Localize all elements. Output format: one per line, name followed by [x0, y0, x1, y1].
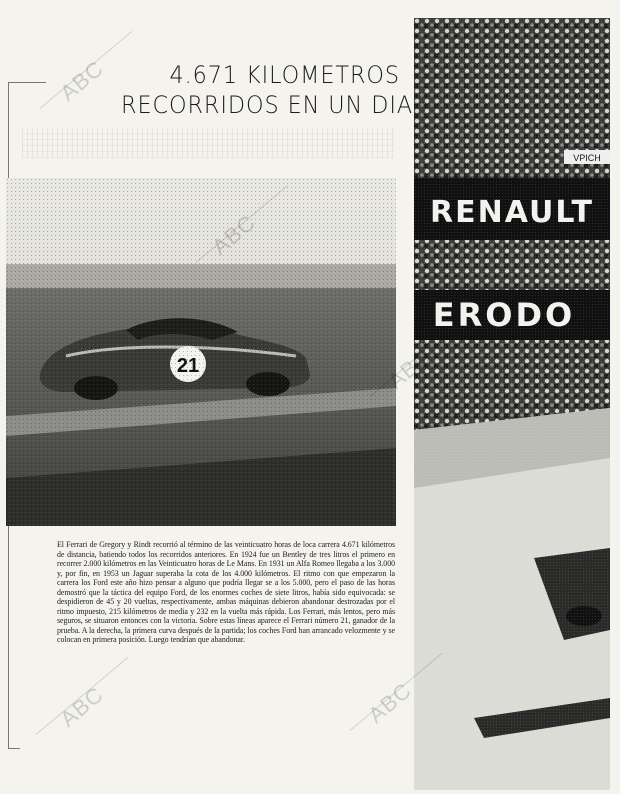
page-border-rule-top	[8, 82, 46, 83]
title-line-2: RECORRIDOS EN UN DIA	[121, 91, 414, 119]
watermark-text: ABC	[55, 681, 109, 732]
print-noise	[22, 128, 394, 158]
page-border-rule-bottom	[8, 748, 20, 749]
article-body	[57, 540, 395, 645]
crowd-photo	[414, 18, 610, 790]
crowd-photo-graphic	[414, 18, 610, 790]
watermark-line	[36, 657, 129, 735]
watermark-text: ABC	[383, 343, 437, 394]
title-line-1: 4.671 KILOMETROS	[169, 61, 400, 89]
watermark-text: ABC	[363, 677, 417, 728]
race-car-photo	[6, 178, 396, 526]
watermark-text: ABC	[55, 55, 109, 106]
article-title	[100, 60, 414, 120]
race-car-photo-graphic	[6, 178, 396, 526]
article-paragraph: El Ferrari de Gregory y Rindt recorrió al término de las veinticuatro horas de loca carrera 4.671 kilómetros de distancia, batiendo todos los recorridos anteriores. En 1924 fue un Bentley de tres litros el primero en recorrer 2.000 kilómetros en las Veinticuatro horas de Le Mans. En 1931 un Alfa Romeo llegaba a los 3.000 y, por fin, en 1953 un Jaguar superaba la cota de los 4.000 kilómetros. El ritmo con que empezaron la carrera los Ford este año hizo pensar a alguno que podría llegar se a los 5.000, pero el paso de las horas demostró que la táctica del equipo Ford, de los enormes coches de siete litros, había sido equivocada: se despidieron de 45 y 20 vueltas, respectivamente, ambas máquinas debieron abandonar destrozadas por el ritmo impuesto, 215 kilómetros de media y 232 en la vuelta más rápida. Los Ferrari, más lentos, pero más seguros, se situaron entonces con la victoria. Sobre estas líneas aparece el Ferrari número 21, ganador de la prueba. A la derecha, la primera curva después de la partida; los coches Ford han arrancado velozmente y se colocan en primera posición. Luego tendrían que abandonar.	[57, 540, 395, 644]
